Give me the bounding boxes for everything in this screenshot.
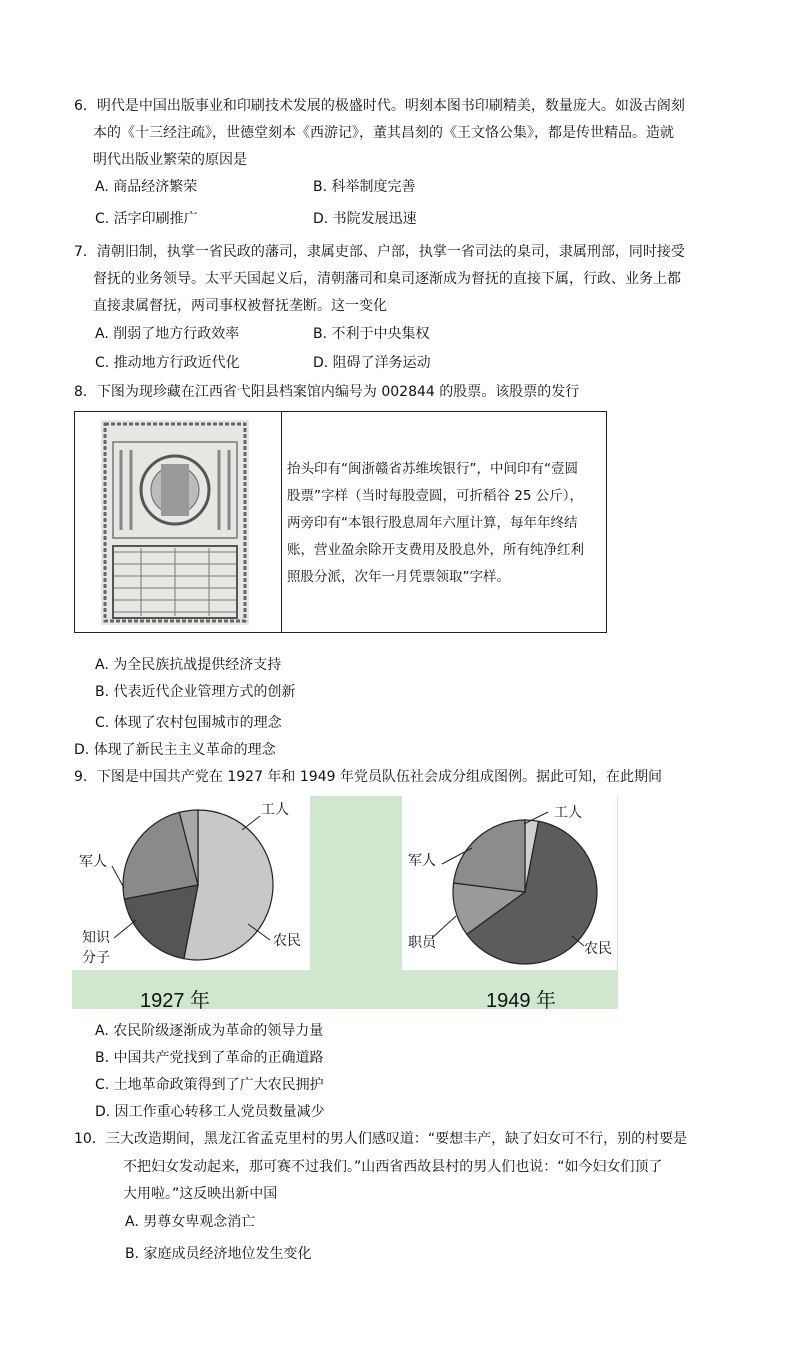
pie-1949-title: 1949 年: [486, 990, 557, 1012]
stock-certificate-drawing: [101, 420, 249, 625]
q8-option-c: C. 体现了农村包围城市的理念: [95, 715, 282, 731]
pie-1927-leader-intellectual: [114, 920, 136, 938]
q8-option-b: B. 代表近代企业管理方式的创新: [95, 684, 296, 700]
q6-line1: 6．明代是中国出版事业和印刷技术发展的极盛时代。明刻本图书印刷精美，数量庞大。如汲古阁刻: [74, 98, 685, 114]
stock-certificate-image: [101, 420, 249, 625]
q9-option-d: D. 因工作重心转移工人党员数量减少: [95, 1104, 325, 1120]
q8-line1: 8．下图为现珍藏在江西省弋阳县档案馆内编号为 002844 的股票。该股票的发行: [74, 384, 580, 400]
pie-1927-label-farmer: 农民: [273, 933, 301, 949]
stock-description: 抬头印有“闽浙赣省苏维埃银行”，中间印有“壹圆股票”字样（当时每股壹圆，可折稻谷 25 公斤），两旁印有“本银行股息周年六厘计算，每年年终结账，营业盈余除开支费用及股息外，所有纯净红利照股分派，次年一月凭票领取”字样。: [287, 461, 584, 585]
pie-panel-1949: [402, 796, 617, 970]
q7-line2: 督抚的业务领导。太平天国起义后，清朝藩司和臬司逐渐成为督抚的直接下属，行政、业务上都: [93, 271, 681, 287]
pie-1949-label-farmer: 农民: [584, 941, 612, 957]
q6-option-a: A. 商品经济繁荣: [95, 179, 198, 195]
q7-option-a: A. 削弱了地方行政效率: [95, 326, 240, 342]
pie-1927-title: 1927 年: [140, 990, 211, 1012]
q7-option-b: B. 不利于中央集权: [313, 326, 430, 342]
pie-1949-label-soldier: 军人: [408, 853, 436, 869]
pie-1927-label-intellectual: 知识 分子: [82, 930, 110, 966]
pie-1927-leader-worker: [242, 816, 260, 830]
q9-option-c: C. 土地革命政策得到了广大农民拥护: [95, 1077, 324, 1093]
pie-1927-leader-soldier: [112, 866, 124, 888]
q7-option-d: D. 阻碍了洋务运动: [313, 355, 431, 371]
q6-option-b: B. 科举制度完善: [313, 179, 416, 195]
pie-1949-label-worker: 工人: [554, 805, 582, 821]
q6-line3: 明代出版业繁荣的原因是: [93, 152, 247, 168]
q7-line3: 直接隶属督抚，两司事权被督抚垄断。这一变化: [93, 298, 387, 314]
q7-line1: 7．清朝旧制，执掌一省民政的藩司，隶属吏部、户部，执掌一省司法的臬司，隶属刑部，同时接受: [74, 244, 685, 260]
q9-line1: 9．下图是中国共产党在 1927 年和 1949 年党员队伍社会成分组成图例。据此可知，在此期间: [74, 769, 662, 785]
q8-option-a: A. 为全民族抗战提供经济支持: [95, 657, 282, 673]
pie-1927-label-worker: 工人: [261, 802, 289, 818]
q10-line1: 10．三大改造期间，黑龙江省孟克里村的男人们感叹道：“要想丰产，缺了妇女可不行，别的村要是: [74, 1131, 688, 1147]
q9-option-a: A. 农民阶级逐渐成为革命的领导力量: [95, 1023, 324, 1039]
q10-line2: 不把妇女发动起来，那可赛不过我们。”山西省西故县村的男人们也说：“如今妇女们顶了: [123, 1159, 663, 1175]
pie-panel-1927: [72, 796, 310, 970]
q8-option-d: D. 体现了新民主主义革命的理念: [74, 742, 276, 758]
q10-option-b: B. 家庭成员经济地位发生变化: [125, 1246, 312, 1262]
pie-1949-label-staff: 职员: [408, 935, 436, 951]
q6-option-c: C. 活字印刷推广: [95, 211, 198, 227]
pie-chart-figure: [72, 796, 618, 1012]
q7-option-c: C. 推动地方行政近代化: [95, 355, 240, 371]
pie-1949-slice-3: [454, 820, 525, 892]
pie-1927-label-soldier: 军人: [79, 854, 107, 870]
q10-line3: 大用啦。”这反映出新中国: [123, 1186, 278, 1202]
figure-divider: [281, 412, 282, 632]
q9-option-b: B. 中国共产党找到了革命的正确道路: [95, 1050, 324, 1066]
q8-figure: [74, 411, 607, 633]
q6-line2: 本的《十三经注疏》，世德堂刻本《西游记》，董其昌刻的《王文恪公集》，都是传世精品。造就: [93, 125, 674, 141]
q10-option-a: A. 男尊女卑观念消亡: [125, 1214, 256, 1230]
q6-option-d: D. 书院发展迅速: [313, 211, 417, 227]
